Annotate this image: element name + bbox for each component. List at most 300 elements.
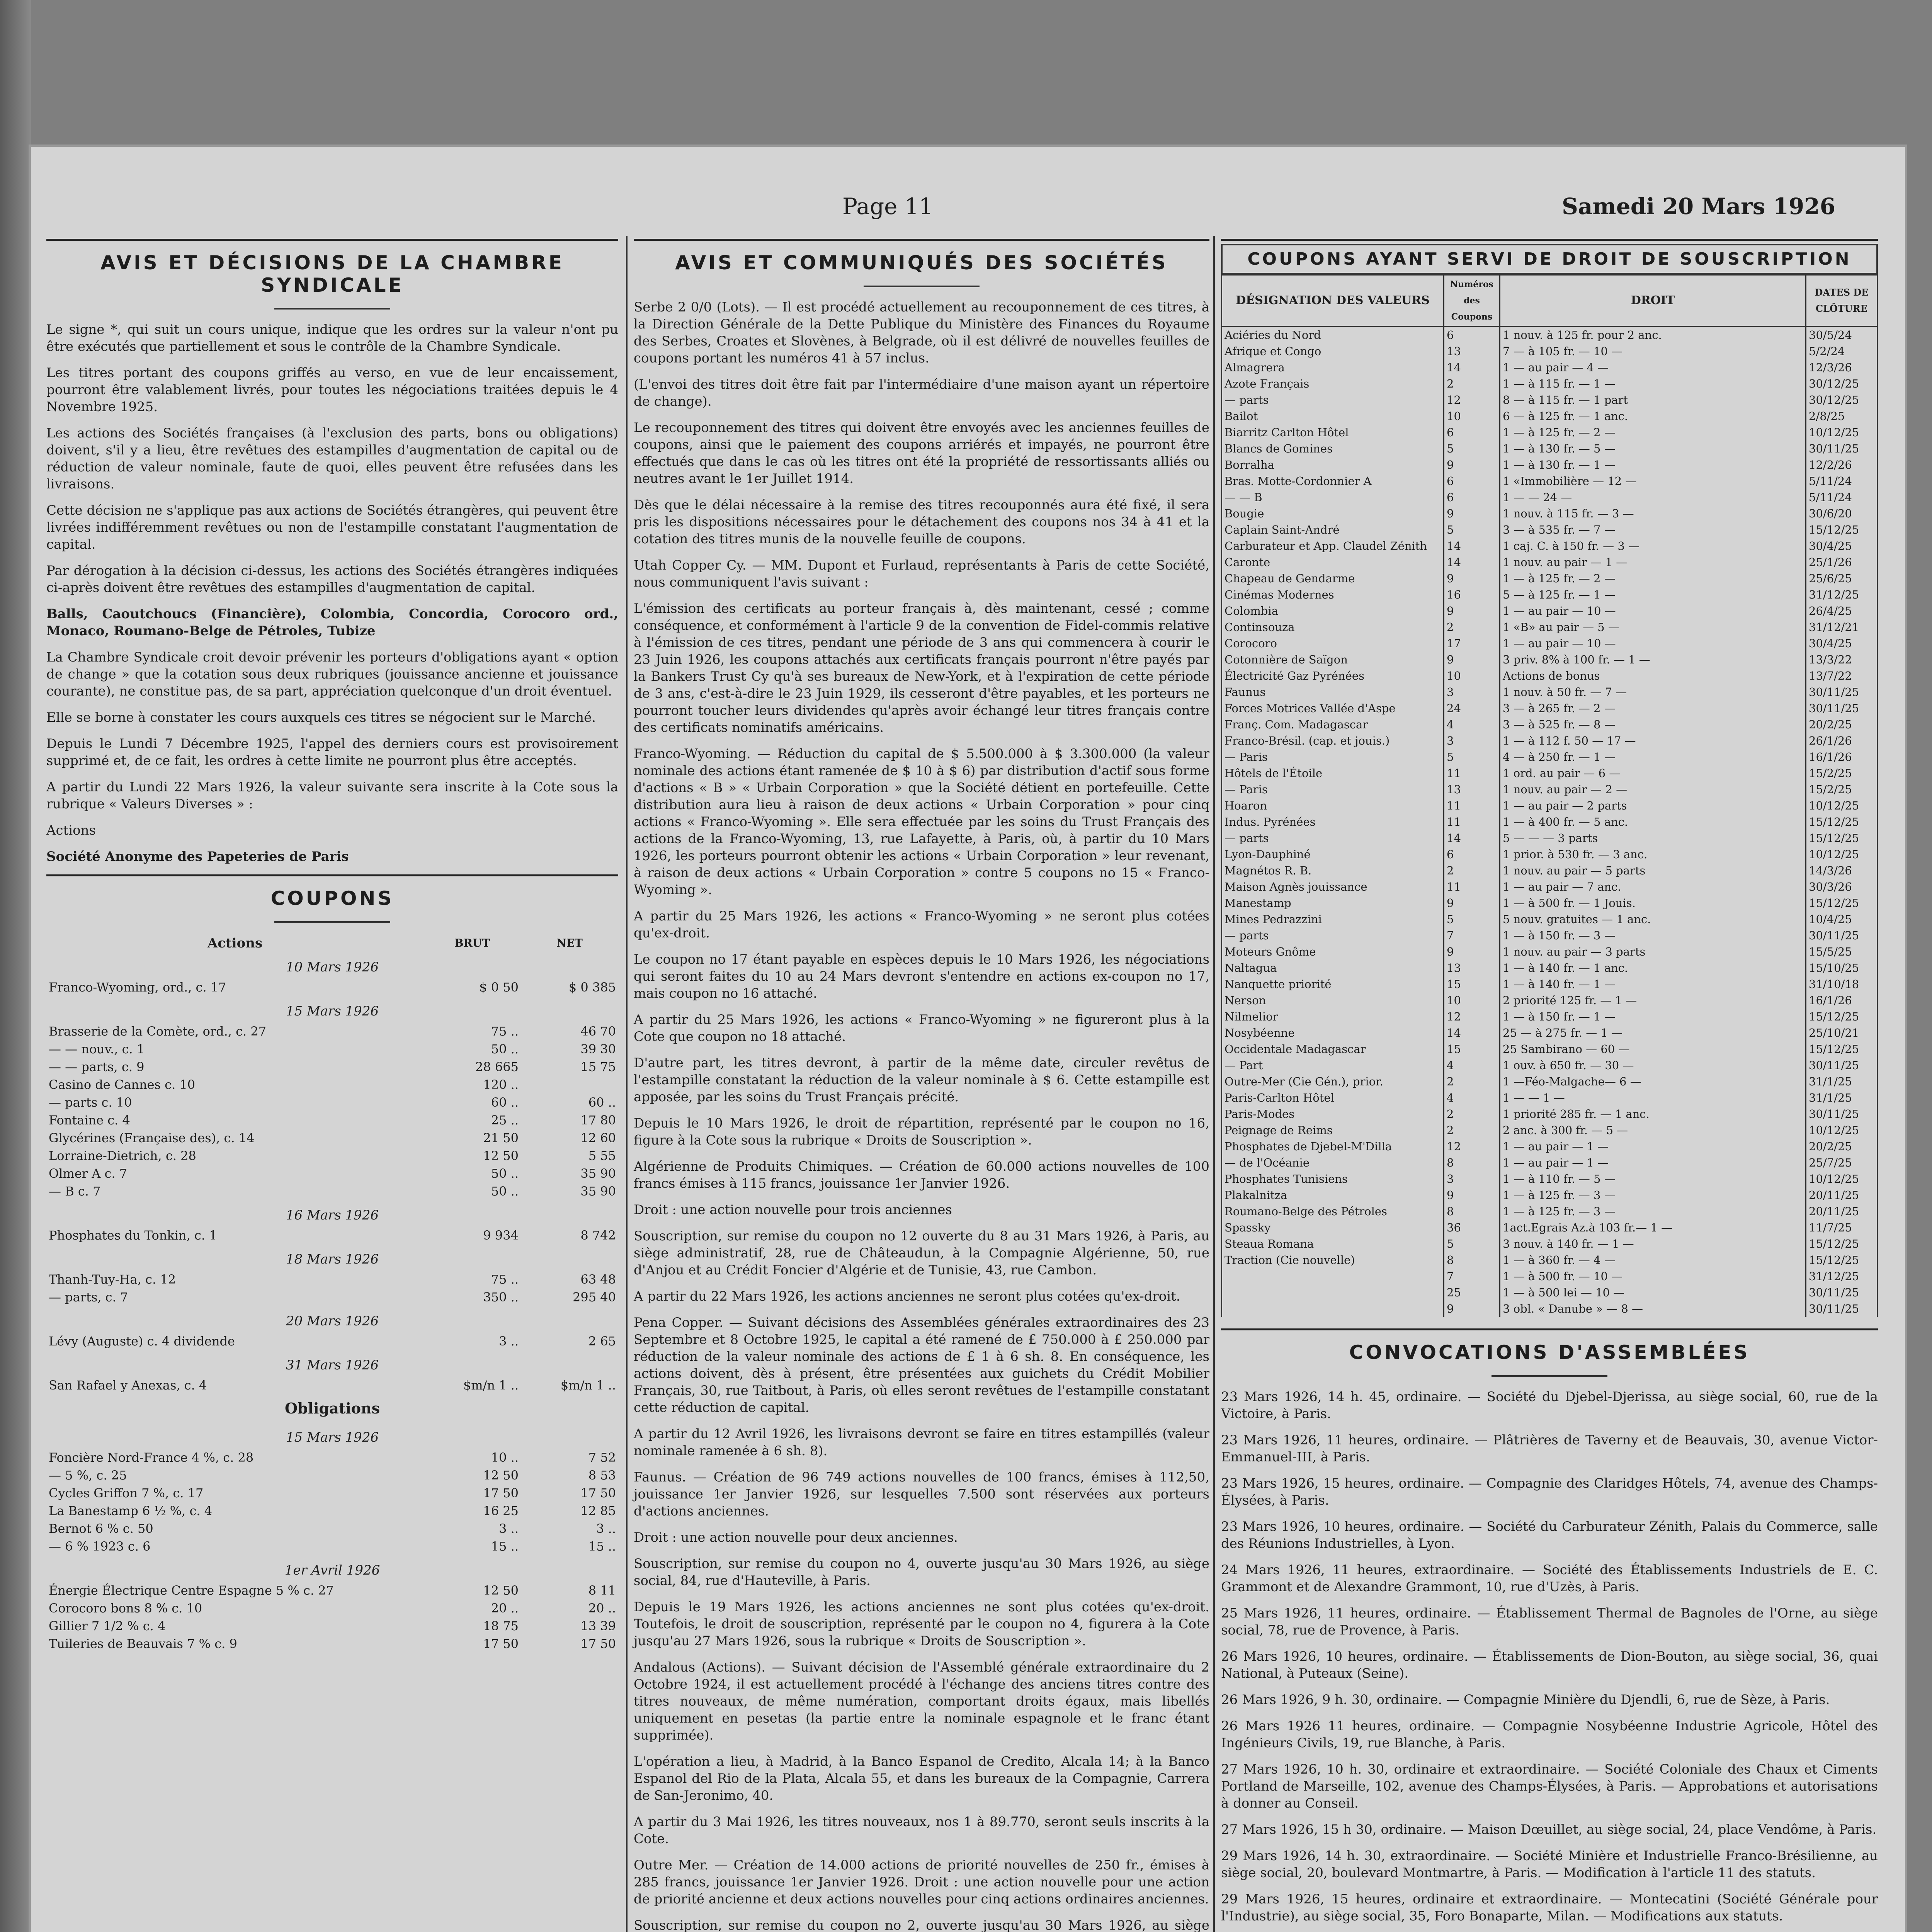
coupon-row-cell: Phosphates du Tonkin, c. 1 bbox=[49, 1228, 217, 1243]
souscription-row-cell: 20/11/25 bbox=[1806, 1187, 1878, 1203]
souscription-row bbox=[1222, 798, 1878, 814]
souscription-row-cell: 3 bbox=[1444, 733, 1500, 749]
souscription-row-cell: 31/10/18 bbox=[1806, 976, 1878, 992]
coupons-date: 16 Mars 1926 bbox=[286, 1208, 379, 1223]
coupon-row-cell: 2 65 bbox=[588, 1334, 616, 1349]
souscription-row bbox=[1222, 927, 1878, 944]
souscription-row-cell: 3 bbox=[1444, 684, 1500, 700]
coupon-row bbox=[46, 1288, 618, 1306]
souscription-row-cell: 13 bbox=[1444, 781, 1500, 798]
souscription-row bbox=[1222, 668, 1878, 684]
souscription-row-cell: 3 nouv. à 140 fr. — 1 — bbox=[1500, 1236, 1806, 1252]
coupons-date-row bbox=[46, 1350, 618, 1376]
souscription-row bbox=[1222, 408, 1878, 424]
coupon-oblig-row-cell: 12 50 bbox=[483, 1583, 519, 1598]
souscription-row-cell: 2 bbox=[1444, 1073, 1500, 1090]
souscription-row-cell: 1 — à 110 fr. — 5 — bbox=[1500, 1171, 1806, 1187]
coupon-oblig-row-cell: 8 53 bbox=[588, 1468, 616, 1483]
souscription-row-cell: Spassky bbox=[1222, 1219, 1444, 1236]
convocation-item: 23 Mars 1926, 10 heures, ordinaire. — Société du Carburateur Zénith, Palais du Commerce, salle des Réunions Industrielles, à Lyon. bbox=[1221, 1519, 1878, 1551]
souscription-row-cell: 14/3/26 bbox=[1806, 862, 1878, 879]
souscription-row-cell: Hôtels de l'Étoile bbox=[1222, 765, 1444, 781]
souscription-row bbox=[1222, 392, 1878, 408]
souscription-row-cell: Roumano-Belge des Pétroles bbox=[1222, 1203, 1444, 1219]
souscription-row-cell: 15/12/25 bbox=[1806, 522, 1878, 538]
souscription-row bbox=[1222, 1203, 1878, 1219]
souscription-row-cell: Continsouza bbox=[1222, 619, 1444, 635]
souscription-row bbox=[1222, 1106, 1878, 1122]
coupon-row-cell: — B c. 7 bbox=[49, 1184, 101, 1199]
scan-edge bbox=[0, 0, 31, 1932]
souscription-row-cell: 9 bbox=[1444, 1301, 1500, 1317]
chambre-body bbox=[46, 321, 618, 865]
souscription-row-cell: 15/12/25 bbox=[1806, 1236, 1878, 1252]
chambre-title: AVIS ET DÉCISIONS DE LA CHAMBRE SYNDICALE bbox=[100, 252, 564, 296]
souscription-row-cell: Phosphates de Djebel-M'Dilla bbox=[1222, 1138, 1444, 1155]
coupon-oblig-row-cell: 3 .. bbox=[596, 1521, 616, 1536]
souscription-row-cell: 1 — à 500 fr. — 1 Jouis. bbox=[1500, 895, 1806, 911]
coupon-row-cell: Olmer A c. 7 bbox=[49, 1166, 128, 1181]
coupon-oblig-row-cell: Bernot 6 % c. 50 bbox=[49, 1521, 153, 1536]
souscription-row bbox=[1222, 1057, 1878, 1073]
souscription-row-cell: 10/12/25 bbox=[1806, 846, 1878, 862]
souscription-row-cell: Plakalnitza bbox=[1222, 1187, 1444, 1203]
souscription-row-cell: 30/4/25 bbox=[1806, 538, 1878, 554]
souscription-row-cell: 3 — à 535 fr. — 7 — bbox=[1500, 522, 1806, 538]
coupon-oblig-row-cell: — 5 %, c. 25 bbox=[49, 1468, 127, 1483]
souscription-row-cell: 1 — — 1 — bbox=[1500, 1090, 1806, 1106]
souscription-row-cell: 8 — à 115 fr. — 1 part bbox=[1500, 392, 1806, 408]
coupon-row-cell: 39 30 bbox=[580, 1042, 616, 1056]
souscription-row-cell: — parts bbox=[1222, 927, 1444, 944]
convocation-item: 24 Mars 1926, 11 heures, extraordinaire. — Société des Établissements Industriels de E. C. Grammont et de Alexandre Grammont, 10, rue d'Uzès, à Paris. bbox=[1221, 1562, 1878, 1595]
coupon-row-cell: 75 .. bbox=[491, 1024, 519, 1039]
souscription-row bbox=[1222, 1284, 1878, 1301]
souscription-row-cell: Afrique et Congo bbox=[1222, 343, 1444, 359]
coupon-row-cell: 21 50 bbox=[483, 1131, 519, 1145]
souscription-row-cell: 31/12/25 bbox=[1806, 1268, 1878, 1284]
souscription-row-cell: 6 bbox=[1444, 424, 1500, 440]
column-souscription bbox=[1221, 236, 1878, 1932]
souscription-row bbox=[1222, 343, 1878, 359]
souscription-row-cell: 1 — à 150 fr. — 1 — bbox=[1500, 1009, 1806, 1025]
souscription-row-cell: 30/11/25 bbox=[1806, 684, 1878, 700]
convocation-item: 23 Mars 1926, 11 heures, ordinaire. — Plâtrières de Taverny et de Beauvais, 30, avenue Victor-Emmanuel-III, à Paris. bbox=[1221, 1432, 1878, 1465]
coupons-date-row bbox=[46, 996, 618, 1022]
souscription-row-cell: Caplain Saint-André bbox=[1222, 522, 1444, 538]
convocations-body bbox=[1221, 1388, 1878, 1932]
souscription-row-cell: 1 — au pair — 2 parts bbox=[1500, 798, 1806, 814]
coupon-oblig-row-cell: Énergie Électrique Centre Espagne 5 % c. 27 bbox=[49, 1583, 334, 1598]
souscription-row bbox=[1222, 879, 1878, 895]
souscription-row-cell: 15 bbox=[1444, 976, 1500, 992]
souscription-row bbox=[1222, 359, 1878, 376]
coupon-row bbox=[46, 1226, 618, 1244]
convocation-item: 27 Mars 1926, 10 h. 30, ordinaire et extraordinaire. — Société Coloniale des Chaux et Ciments Portland de Marseille, 102, avenue des Champs-Élysées, à Paris. — Approbations et autorisations à donner au Conseil. bbox=[1221, 1762, 1878, 1811]
coupons-date-row bbox=[46, 1306, 618, 1332]
souscription-row-cell: 1 nouv. au pair — 3 parts bbox=[1500, 944, 1806, 960]
societe-paragraph: A partir du 22 Mars 1926, les actions anciennes ne seront plus cotées qu'ex-droit. bbox=[634, 1289, 1180, 1304]
souscription-row-cell: 16 bbox=[1444, 587, 1500, 603]
souscription-row-cell: 6 bbox=[1444, 489, 1500, 505]
societe-paragraph: Pena Copper. — Suivant décisions des Assemblées générales extraordinaires des 23 Septembre et 8 Octobre 1925, le capital a été ramené de £ 750.000 à £ 250.000 par réduction de la valeur nominale des actions de £ 1 à 6 sh. 8. En conséquence, les actions doivent, dès à présent, être présentées aux guichets du Crédit Mobilier Français, 30, rue Taitbout, à Paris, où elles seront revêtues de l'estampille constatant cette réduction de capital. bbox=[634, 1315, 1209, 1415]
coupon-oblig-row-cell: — 6 % 1923 c. 6 bbox=[49, 1539, 151, 1554]
coupon-row-cell: San Rafael y Anexas, c. 4 bbox=[49, 1378, 207, 1393]
souscription-row bbox=[1222, 733, 1878, 749]
souscription-row-cell: Hoaron bbox=[1222, 798, 1444, 814]
souscription-row-cell: Caronte bbox=[1222, 554, 1444, 570]
souscription-row-cell: 1 — au pair — 7 anc. bbox=[1500, 879, 1806, 895]
coupon-row bbox=[46, 978, 618, 996]
souscription-row-cell: 12 bbox=[1444, 392, 1500, 408]
souscription-row-cell: Faunus bbox=[1222, 684, 1444, 700]
souscription-row-cell: Franco-Brésil. (cap. et jouis.) bbox=[1222, 733, 1444, 749]
coupon-row-cell: 60 .. bbox=[588, 1095, 616, 1110]
souscription-row-cell: 13 bbox=[1444, 343, 1500, 359]
souscription-row-cell: 5 bbox=[1444, 749, 1500, 765]
rule bbox=[634, 239, 1209, 241]
coupons-date-row bbox=[46, 1422, 618, 1449]
coupon-row-cell: Brasserie de la Comète, ord., c. 27 bbox=[49, 1024, 267, 1039]
souscription-row-cell: 6 bbox=[1444, 846, 1500, 862]
souscription-row bbox=[1222, 1138, 1878, 1155]
souscription-row-cell: 31/1/25 bbox=[1806, 1073, 1878, 1090]
coupon-row-cell: Glycérines (Française des), c. 14 bbox=[49, 1131, 255, 1145]
souscription-row bbox=[1222, 1073, 1878, 1090]
coupon-oblig-row-cell: 17 50 bbox=[580, 1636, 616, 1651]
souscription-row-cell: 13/3/22 bbox=[1806, 651, 1878, 668]
souscription-row-cell: 30/11/25 bbox=[1806, 1106, 1878, 1122]
souscription-row-cell: 7 bbox=[1444, 927, 1500, 944]
souscription-row-cell: Manestamp bbox=[1222, 895, 1444, 911]
coupon-row-cell: 35 90 bbox=[580, 1184, 616, 1199]
rule bbox=[864, 286, 980, 287]
convocation-item: 26 Mars 1926 11 heures, ordinaire. — Compagnie Nosybéenne Industrie Agricole, Hôtel des Ingénieurs Civils, 19, rue Blanche, à Paris. bbox=[1221, 1718, 1878, 1751]
souscription-row-cell: 24 bbox=[1444, 700, 1500, 716]
coupon-row bbox=[46, 1076, 618, 1094]
coupon-row-cell: 9 934 bbox=[483, 1228, 519, 1243]
souscription-row bbox=[1222, 862, 1878, 879]
coupons-oblig-table bbox=[46, 1422, 618, 1653]
souscription-row-cell: Moteurs Gnôme bbox=[1222, 944, 1444, 960]
souscription-row-cell: 2/8/25 bbox=[1806, 408, 1878, 424]
coupon-row bbox=[46, 1040, 618, 1058]
souscription-row-cell: Carburateur et App. Claudel Zénith bbox=[1222, 538, 1444, 554]
coupon-row bbox=[46, 1094, 618, 1111]
souscription-row-cell: 15/12/25 bbox=[1806, 830, 1878, 846]
coupon-oblig-row bbox=[46, 1449, 618, 1466]
souscription-row-cell: — Paris bbox=[1222, 781, 1444, 798]
coupon-row-cell: 12 60 bbox=[580, 1131, 616, 1145]
souscription-row-cell: 2 bbox=[1444, 376, 1500, 392]
chambre-paragraph: Par dérogation à la décision ci-dessus, les actions des Sociétés étrangères indiquées ci-après doivent être revêtues des estampilles d'augmentation de capital. bbox=[46, 563, 618, 595]
souscription-row-cell: 4 — à 250 fr. — 1 — bbox=[1500, 749, 1806, 765]
souscription-row-cell: 3 obl. « Danube » — 8 — bbox=[1500, 1301, 1806, 1317]
souscription-row-cell: 20/2/25 bbox=[1806, 716, 1878, 733]
souscription-row-cell: 5/2/24 bbox=[1806, 343, 1878, 359]
souscription-row-cell: 9 bbox=[1444, 505, 1500, 522]
souscription-row-cell: 1 ord. au pair — 6 — bbox=[1500, 765, 1806, 781]
coupon-oblig-row-cell: 8 11 bbox=[588, 1583, 616, 1598]
souscription-col-header: DATES DE CLÔTURE bbox=[1806, 275, 1878, 327]
souscription-row-cell: 1 — à 125 fr. — 2 — bbox=[1500, 570, 1806, 587]
coupons-date-row bbox=[46, 1244, 618, 1270]
souscription-row-cell: Nosybéenne bbox=[1222, 1025, 1444, 1041]
coupons-date: 18 Mars 1926 bbox=[286, 1252, 379, 1267]
coupon-row-cell: $ 0 50 bbox=[479, 980, 519, 995]
convocations-title: CONVOCATIONS D'ASSEMBLÉES bbox=[1349, 1341, 1750, 1364]
souscription-row bbox=[1222, 1171, 1878, 1187]
souscription-row bbox=[1222, 895, 1878, 911]
coupon-row-cell: 35 90 bbox=[580, 1166, 616, 1181]
coupon-oblig-row-cell: 17 50 bbox=[483, 1486, 519, 1500]
souscription-row-cell: 11 bbox=[1444, 814, 1500, 830]
souscription-row-cell: Azote Français bbox=[1222, 376, 1444, 392]
souscription-row bbox=[1222, 1252, 1878, 1268]
souscription-row-cell: 1 — à 360 fr. — 4 — bbox=[1500, 1252, 1806, 1268]
societe-paragraph: Algérienne de Produits Chimiques. — Création de 60.000 actions nouvelles de 100 francs émises à 115 francs, jouissance 1er Janvier 1926. bbox=[634, 1159, 1209, 1191]
souscription-row-cell: 1 — à 130 fr. — 5 — bbox=[1500, 440, 1806, 457]
page-header bbox=[31, 182, 1905, 228]
societe-paragraph: Outre Mer. — Création de 14.000 actions de priorité nouvelles de 250 fr., émises à 285 francs, jouissance 1er Janvier 1926. Droit : une action nouvelle pour une action de priorité ancienne et deux actions nouvelles pour cinq actions ordinaires anciennes. bbox=[634, 1857, 1209, 1907]
souscription-row-cell: 30/11/25 bbox=[1806, 1057, 1878, 1073]
souscription-row-cell: 30/12/25 bbox=[1806, 392, 1878, 408]
coupons-date-row bbox=[46, 1200, 618, 1226]
souscription-table bbox=[1221, 274, 1878, 1317]
souscription-row-cell: 26/1/26 bbox=[1806, 733, 1878, 749]
souscription-row-cell: 25/6/25 bbox=[1806, 570, 1878, 587]
souscription-row-cell: 1 nouv. au pair — 2 — bbox=[1500, 781, 1806, 798]
coupon-oblig-row bbox=[46, 1484, 618, 1502]
souscription-row-cell: Aciéries du Nord bbox=[1222, 327, 1444, 344]
souscription-row-cell: 1 — à 140 fr. — 1 anc. bbox=[1500, 960, 1806, 976]
coupon-row-cell: 28 665 bbox=[475, 1060, 519, 1074]
chambre-paragraph: Les actions des Sociétés françaises (à l'exclusion des parts, bons ou obligations) doivent, s'il y a lieu, être revêtues des estampilles d'augmentation de capital ou de réduction de valeur nominale, faute de quoi, elles peuvent être refusées dans les livraisons. bbox=[46, 425, 618, 492]
issue-date: Samedi 20 Mars 1926 bbox=[1561, 193, 1835, 219]
souscription-row-cell: Biarritz Carlton Hôtel bbox=[1222, 424, 1444, 440]
coupon-oblig-row bbox=[46, 1617, 618, 1635]
souscription-row-cell: 25 Sambirano — 60 — bbox=[1500, 1041, 1806, 1057]
souscription-row-cell: Chapeau de Gendarme bbox=[1222, 570, 1444, 587]
chambre-paragraph: Depuis le Lundi 7 Décembre 1925, l'appel des derniers cours est provisoirement supprimé et, de ce fait, les ordres à cette limite ne pourront plus être acceptés. bbox=[46, 736, 618, 769]
souscription-row-cell: 30/3/26 bbox=[1806, 879, 1878, 895]
coupon-row bbox=[46, 1182, 618, 1200]
souscription-row-cell: 7 bbox=[1444, 1268, 1500, 1284]
coupon-row-cell: Fontaine c. 4 bbox=[49, 1113, 130, 1128]
coupon-row bbox=[46, 1165, 618, 1182]
souscription-row-cell: Steaua Romana bbox=[1222, 1236, 1444, 1252]
souscription-row-cell: 15/12/25 bbox=[1806, 814, 1878, 830]
coupon-row-cell: Lorraine-Dietrich, c. 28 bbox=[49, 1148, 196, 1163]
souscription-row-cell: 30/11/25 bbox=[1806, 440, 1878, 457]
rule bbox=[274, 308, 390, 310]
souscription-row-cell: 31/1/25 bbox=[1806, 1090, 1878, 1106]
souscription-row-cell: 1 — à 150 fr. — 3 — bbox=[1500, 927, 1806, 944]
coupons-title: COUPONS bbox=[270, 887, 394, 910]
souscription-row-cell: 30/11/25 bbox=[1806, 700, 1878, 716]
coupon-row-cell: 350 .. bbox=[483, 1290, 519, 1304]
souscription-row bbox=[1222, 1219, 1878, 1236]
souscription-row bbox=[1222, 522, 1878, 538]
souscription-row bbox=[1222, 716, 1878, 733]
souscription-row-cell: 15/12/25 bbox=[1806, 895, 1878, 911]
societe-paragraph: Droit : une action nouvelle pour trois anciennes bbox=[634, 1202, 952, 1218]
souscription-row-cell: 5 bbox=[1444, 911, 1500, 927]
coupon-row-cell: 8 742 bbox=[580, 1228, 616, 1243]
coupon-oblig-row-cell: 13 39 bbox=[580, 1619, 616, 1633]
souscription-row-cell: 15/2/25 bbox=[1806, 765, 1878, 781]
coupon-oblig-row-cell: Cycles Griffon 7 %, c. 17 bbox=[49, 1486, 204, 1500]
souscription-row-cell: 1 — à 112 f. 50 — 17 — bbox=[1500, 733, 1806, 749]
souscription-row-cell: 6 bbox=[1444, 327, 1500, 344]
coupon-oblig-row-cell: Corocoro bons 8 % c. 10 bbox=[49, 1601, 202, 1616]
souscription-row-cell: 25 bbox=[1444, 1284, 1500, 1301]
souscription-row-cell: 5 — à 125 fr. — 1 — bbox=[1500, 587, 1806, 603]
coupon-row-cell: — parts c. 10 bbox=[49, 1095, 132, 1110]
souscription-row-cell: 14 bbox=[1444, 554, 1500, 570]
souscription-row-cell: Nanquette priorité bbox=[1222, 976, 1444, 992]
souscription-row-cell: 5 nouv. gratuites — 1 anc. bbox=[1500, 911, 1806, 927]
coupon-oblig-row-cell: Foncière Nord-France 4 %, c. 28 bbox=[49, 1450, 254, 1465]
coupons-date: 31 Mars 1926 bbox=[286, 1357, 379, 1373]
coupon-row-cell: 75 .. bbox=[491, 1272, 519, 1287]
souscription-row-cell: Forces Motrices Vallée d'Aspe bbox=[1222, 700, 1444, 716]
souscription-row bbox=[1222, 635, 1878, 651]
societe-paragraph: Souscription, sur remise du coupon no 12 ouverte du 8 au 31 Mars 1926, à Paris, au siège administratif, 28, rue de Châteaudun, à la Compagnie Algérienne, 50, rue d'Anjou et au Crédit Foncier d'Algérie et de Tunisie, 43, rue Cambon. bbox=[634, 1228, 1209, 1278]
souscription-row-cell: Corocoro bbox=[1222, 635, 1444, 651]
souscription-row-cell: Lyon-Dauphiné bbox=[1222, 846, 1444, 862]
chambre-paragraph: Elle se borne à constater les cours auxquels ces titres se négocient sur le Marché. bbox=[46, 710, 596, 725]
coupon-row bbox=[46, 1022, 618, 1040]
souscription-row-cell: — — B bbox=[1222, 489, 1444, 505]
coupon-row-cell: 12 50 bbox=[483, 1148, 519, 1163]
coupon-oblig-row bbox=[46, 1520, 618, 1537]
societe-paragraph: L'émission des certificats au porteur français à, dès maintenant, cessé ; comme conséquence, et conformément à l'article 9 de la convention de Fidel-commis relative à l'émission de ces titres, pendant une période de 3 ans qui commencera à courir le 23 Juin 1926, les coupons attachés aux certificats français pourront n'être payés par la Bankers Trust Cy qu'à ses bureaux de New-York, et à l'expiration de cette période de 3 ans, c'est-à-dire le 23 Juin 1929, ils cesseront d'être payables, et les porteurs ne pourront toucher leurs dividendes qu'après avoir échangé leur titres français contre des certificats nominatifs américains. bbox=[634, 601, 1209, 735]
convocation-item: 23 Mars 1926, 14 h. 45, ordinaire. — Société du Djebel-Djerissa, au siège social, 60, rue de la Victoire, à Paris. bbox=[1221, 1389, 1878, 1422]
societe-paragraph: Faunus. — Création de 96 749 actions nouvelles de 100 francs, émises à 112,50, jouissance 1er Janvier 1926, sur lesquelles 7.500 sont réservées aux porteurs d'actions anciennes. bbox=[634, 1469, 1209, 1519]
coupon-oblig-row-cell: 20 .. bbox=[491, 1601, 519, 1616]
societe-paragraph: Andalous (Actions). — Suivant décision de l'Assemblé générale extraordinaire du 2 Octobre 1924, il est actuellement procédé à l'échange des anciens titres contre des titres nouveaux, de même numération, comportant droits égaux, mais libellés uniquement en pesetas (la partie entre la nominale espagnole et le franc étant supprimée). bbox=[634, 1660, 1209, 1743]
souscription-row bbox=[1222, 1155, 1878, 1171]
coupon-row bbox=[46, 1147, 618, 1165]
souscription-row bbox=[1222, 376, 1878, 392]
souscription-col-header: DROIT bbox=[1500, 275, 1806, 327]
coupon-row-cell: Lévy (Auguste) c. 4 dividende bbox=[49, 1334, 235, 1349]
souscription-row-cell: 9 bbox=[1444, 1187, 1500, 1203]
societe-paragraph: Franco-Wyoming. — Réduction du capital de $ 5.500.000 à $ 3.300.000 (la valeur nominale des actions étant ramenée de $ 10 à $ 6) par distribution d'actif sous forme d'actions « B » « Urbain Corporation » que la Société détient en portefeuille. Cette distribution aura lieu à raison de deux actions « Urbain Corporation » pour cinq actions « Franco-Wyoming ». Elle sera effectuée par les soins du Trust Français des actions de la Franco-Wyoming, 13, rue Lafayette, à Paris, où, à partir du 10 Mars 1926, les porteurs pourront obtenir les actions « Urbain Corporation » leur revenant, à raison de deux actions « Urbain Corporation » contre 5 coupons no 15 « Franco-Wyoming ». bbox=[634, 746, 1209, 898]
souscription-row-cell: 1 — au pair — 10 — bbox=[1500, 635, 1806, 651]
souscription-row-cell: 14 bbox=[1444, 359, 1500, 376]
souscription-row bbox=[1222, 1025, 1878, 1041]
column-societes bbox=[634, 236, 1209, 1932]
souscription-row bbox=[1222, 700, 1878, 716]
coupon-row-cell: — — nouv., c. 1 bbox=[49, 1042, 145, 1056]
coupon-oblig-row-cell: 17 50 bbox=[580, 1486, 616, 1500]
souscription-row bbox=[1222, 992, 1878, 1009]
souscription-row-cell: 25/1/26 bbox=[1806, 554, 1878, 570]
souscription-row-cell: 2 bbox=[1444, 619, 1500, 635]
souscription-row bbox=[1222, 1236, 1878, 1252]
souscription-row-cell: Bailot bbox=[1222, 408, 1444, 424]
societes-title: AVIS ET COMMUNIQUÉS DES SOCIÉTÉS bbox=[675, 252, 1168, 274]
souscription-row-cell: 4 bbox=[1444, 1090, 1500, 1106]
souscription-row-cell: Peignage de Reims bbox=[1222, 1122, 1444, 1138]
coupon-row bbox=[46, 1270, 618, 1288]
coupons-table bbox=[46, 934, 618, 1394]
coupon-row-cell: 60 .. bbox=[491, 1095, 519, 1110]
souscription-row bbox=[1222, 1268, 1878, 1284]
souscription-row-cell: 20/2/25 bbox=[1806, 1138, 1878, 1155]
coupon-row-cell: $m/n 1 .. bbox=[560, 1378, 616, 1393]
souscription-row-cell: 15/10/25 bbox=[1806, 960, 1878, 976]
souscription-row-cell: — parts bbox=[1222, 392, 1444, 408]
coupon-row-cell: $m/n 1 .. bbox=[463, 1378, 519, 1393]
souscription-row-cell: 11 bbox=[1444, 798, 1500, 814]
coupon-row-cell: 50 .. bbox=[491, 1166, 519, 1181]
coupon-row-cell: Franco-Wyoming, ord., c. 17 bbox=[49, 980, 226, 995]
coupons-date: 20 Mars 1926 bbox=[286, 1313, 379, 1329]
souscription-row bbox=[1222, 1301, 1878, 1317]
souscription-row bbox=[1222, 570, 1878, 587]
rule bbox=[1221, 239, 1878, 241]
coupon-row-cell: Casino de Cannes c. 10 bbox=[49, 1077, 196, 1092]
coupon-oblig-row-cell: 15 .. bbox=[491, 1539, 519, 1554]
coupons-date: 15 Mars 1926 bbox=[286, 1430, 379, 1445]
souscription-row bbox=[1222, 457, 1878, 473]
coupon-row-cell: 5 55 bbox=[588, 1148, 616, 1163]
souscription-row-cell: 3 priv. 8% à 100 fr. — 1 — bbox=[1500, 651, 1806, 668]
column-chambre bbox=[46, 236, 618, 1932]
souscription-row-cell: 1 ouv. à 650 fr. — 30 — bbox=[1500, 1057, 1806, 1073]
souscription-row-cell bbox=[1222, 1268, 1444, 1284]
souscription-row bbox=[1222, 830, 1878, 846]
souscription-row-cell: Nilmelior bbox=[1222, 1009, 1444, 1025]
souscription-row bbox=[1222, 554, 1878, 570]
coupon-oblig-row bbox=[46, 1635, 618, 1653]
souscription-row-cell: 9 bbox=[1444, 603, 1500, 619]
souscription-row bbox=[1222, 440, 1878, 457]
societe-paragraph: Droit : une action nouvelle pour deux anciennes. bbox=[634, 1530, 958, 1545]
societe-paragraph: Dès que le délai nécessaire à la remise des titres recouponnés aura été fixé, il sera pris les dispositions nécessaires pour le détachement des coupons nos 34 à 41 et la cotation des titres munis de la nouvelle feuille de coupons. bbox=[634, 497, 1209, 547]
souscription-row-cell: 1 — à 125 fr. — 3 — bbox=[1500, 1203, 1806, 1219]
souscription-row-cell: 10 bbox=[1444, 408, 1500, 424]
chambre-paragraph: La Chambre Syndicale croit devoir prévenir les porteurs d'obligations ayant « option de change » que la cotation sous deux rubriques (jouissance ancienne et jouissance courante), ne constitue pas, de sa part, appréciation quelconque d'un droit éventuel. bbox=[46, 650, 618, 699]
rule bbox=[274, 921, 390, 923]
souscription-row-cell: 1 — — 24 — bbox=[1500, 489, 1806, 505]
coupon-oblig-row bbox=[46, 1599, 618, 1617]
coupon-oblig-row-cell: 20 .. bbox=[588, 1601, 616, 1616]
coupon-oblig-row-cell: 7 52 bbox=[588, 1450, 616, 1465]
souscription-row-cell: Bougie bbox=[1222, 505, 1444, 522]
coupon-row-cell: 25 .. bbox=[491, 1113, 519, 1128]
newspaper-page bbox=[31, 147, 1905, 1932]
souscription-row bbox=[1222, 765, 1878, 781]
societe-paragraph: Souscription, sur remise du coupon no 2, ouverte jusqu'au 30 Mars 1926, au siège bbox=[634, 1918, 1209, 1932]
souscription-row-cell: 1 — au pair — 1 — bbox=[1500, 1138, 1806, 1155]
souscription-row-cell: 3 bbox=[1444, 1171, 1500, 1187]
coupons-col-header: BRUT bbox=[454, 937, 490, 949]
souscription-row-cell: 9 bbox=[1444, 457, 1500, 473]
souscription-row-cell: 10/12/25 bbox=[1806, 424, 1878, 440]
souscription-row-cell: 25/10/21 bbox=[1806, 1025, 1878, 1041]
souscription-row-cell: 25 — à 275 fr. — 1 — bbox=[1500, 1025, 1806, 1041]
souscription-row-cell: 15 bbox=[1444, 1041, 1500, 1057]
societe-paragraph: Utah Copper Cy. — MM. Dupont et Furlaud, représentants à Paris de cette Société, nous communiquent l'avis suivant : bbox=[634, 558, 1209, 590]
coupon-row bbox=[46, 1376, 618, 1394]
societe-paragraph: Le recouponnement des titres qui doivent être envoyés avec les anciennes feuilles de coupons, ainsi que le paiement des coupons arriérés et impayés, ne pourront être effectués que dans le cas où les titres ont été la propriété de ressortissants alliés ou neutres avant le 1er Juillet 1914. bbox=[634, 420, 1209, 486]
souscription-row-cell: 16/1/26 bbox=[1806, 992, 1878, 1009]
coupon-oblig-row bbox=[46, 1466, 618, 1484]
